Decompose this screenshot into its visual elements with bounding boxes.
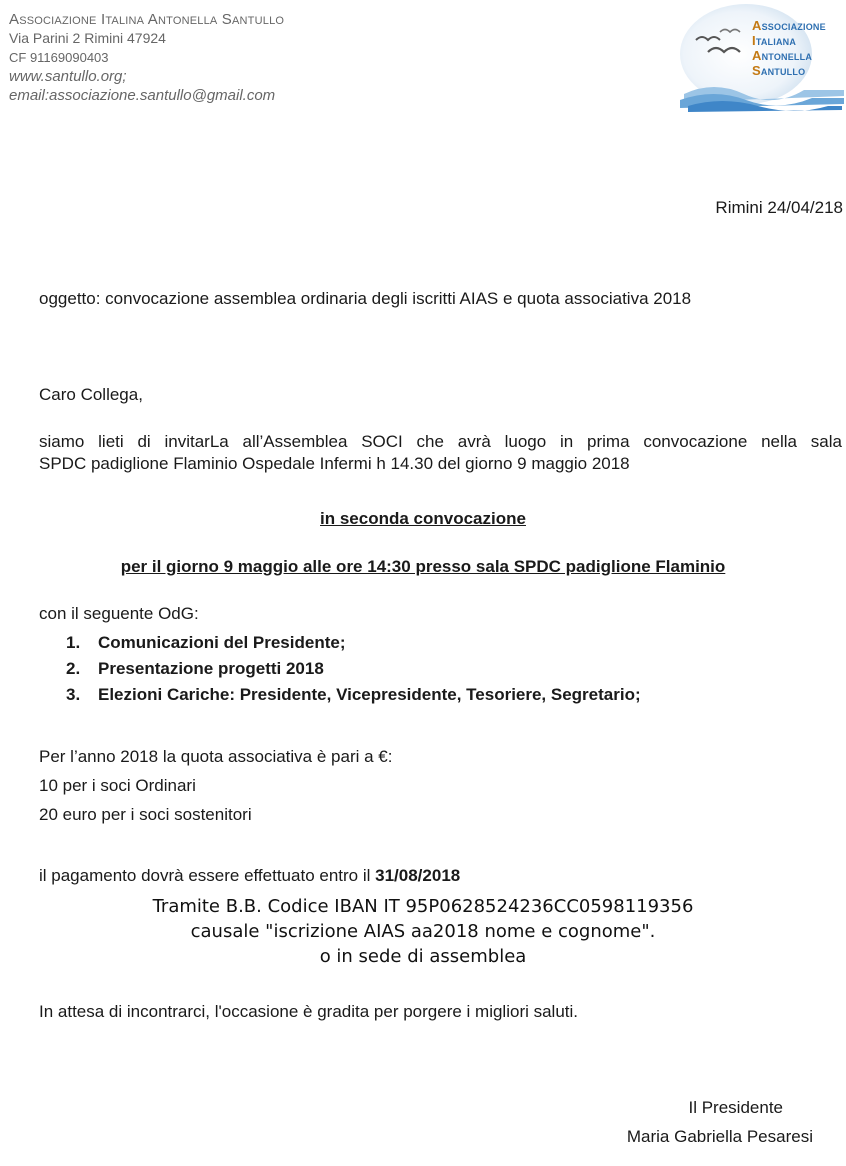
list-item-number: 3.: [66, 685, 81, 704]
list-item: [66, 658, 641, 684]
list-item: [66, 632, 641, 658]
second-call-detail: per il giorno 9 maggio alle ore 14:30 presso sala SPDC padiglione Flaminio: [120, 557, 726, 576]
letterhead: [9, 10, 284, 105]
invitation-line-1: siamo lieti di invitarLa all’Assemblea SOCI che avrà luogo in prima convocazione nella sala: [39, 432, 842, 451]
fee-supporters: 20 euro per i soci sostenitori: [39, 805, 252, 824]
payment-deadline: 31/08/2018: [375, 866, 461, 885]
logo-line-1: Associazione: [752, 18, 826, 33]
signature-role: Il Presidente: [688, 1098, 783, 1117]
list-item-text: Comunicazioni del Presidente;: [98, 633, 346, 652]
signature-block: [627, 1093, 813, 1151]
letter-subject: oggetto: convocazione assemblea ordinaria degli iscritti AIAS e quota associativa 2018: [39, 289, 692, 308]
letter-closing: In attesa di incontrarci, l'occasione è gradita per porgere i migliori saluti.: [39, 1002, 579, 1021]
payment-line: [39, 865, 460, 887]
agenda-list: [66, 632, 641, 710]
letterhead-email: email:associazione.santullo@gmail.com: [9, 87, 276, 104]
list-item-number: 2.: [66, 659, 81, 678]
logo-line-3: Antonella: [752, 48, 813, 63]
letter-date: Rimini 24/04/218: [715, 198, 843, 217]
agenda-intro: con il seguente OdG:: [39, 604, 199, 623]
invitation-paragraph: [39, 431, 842, 475]
payment-iban: Tramite B.B. Codice IBAN IT 95P0628524236CC0598119356: [152, 896, 694, 917]
payment-details: [0, 894, 846, 969]
payment-causale: causale "iscrizione AIAS aa2018 nome e cognome".: [190, 921, 656, 942]
logo-line-4: Santullo: [752, 63, 806, 78]
payment-alternative: o in sede di assemblea: [319, 946, 527, 967]
letter-greeting: Caro Collega,: [39, 385, 143, 404]
fee-ordinary: 10 per i soci Ordinari: [39, 776, 196, 795]
signature-name: Maria Gabriella Pesaresi: [626, 1127, 813, 1146]
letterhead-org-name: Associazione Italina Antonella Santullo: [9, 11, 285, 28]
list-item-text: Presentazione progetti 2018: [98, 659, 324, 678]
fee-section: [39, 742, 392, 829]
fee-intro: Per l’anno 2018 la quota associativa è pari a €:: [39, 747, 393, 766]
list-item-text: Elezioni Cariche: Presidente, Vicepresidente, Tesoriere, Segretario;: [98, 685, 641, 704]
list-item-number: 1.: [66, 633, 81, 652]
logo-line-2: Italiana: [752, 33, 797, 48]
second-call-title: in seconda convocazione: [320, 509, 526, 528]
letterhead-cf: CF 91169090403: [9, 50, 109, 65]
logo-wordmark: [752, 18, 826, 78]
invitation-line-2: SPDC padiglione Flaminio Ospedale Infermi h 14.30 del giorno 9 maggio 2018: [39, 454, 630, 473]
letterhead-address: Via Parini 2 Rimini 47924: [9, 30, 166, 46]
letterhead-website: www.santullo.org;: [9, 68, 127, 85]
payment-text: il pagamento dovrà essere effettuato entro il: [39, 866, 371, 885]
list-item: [66, 684, 641, 710]
